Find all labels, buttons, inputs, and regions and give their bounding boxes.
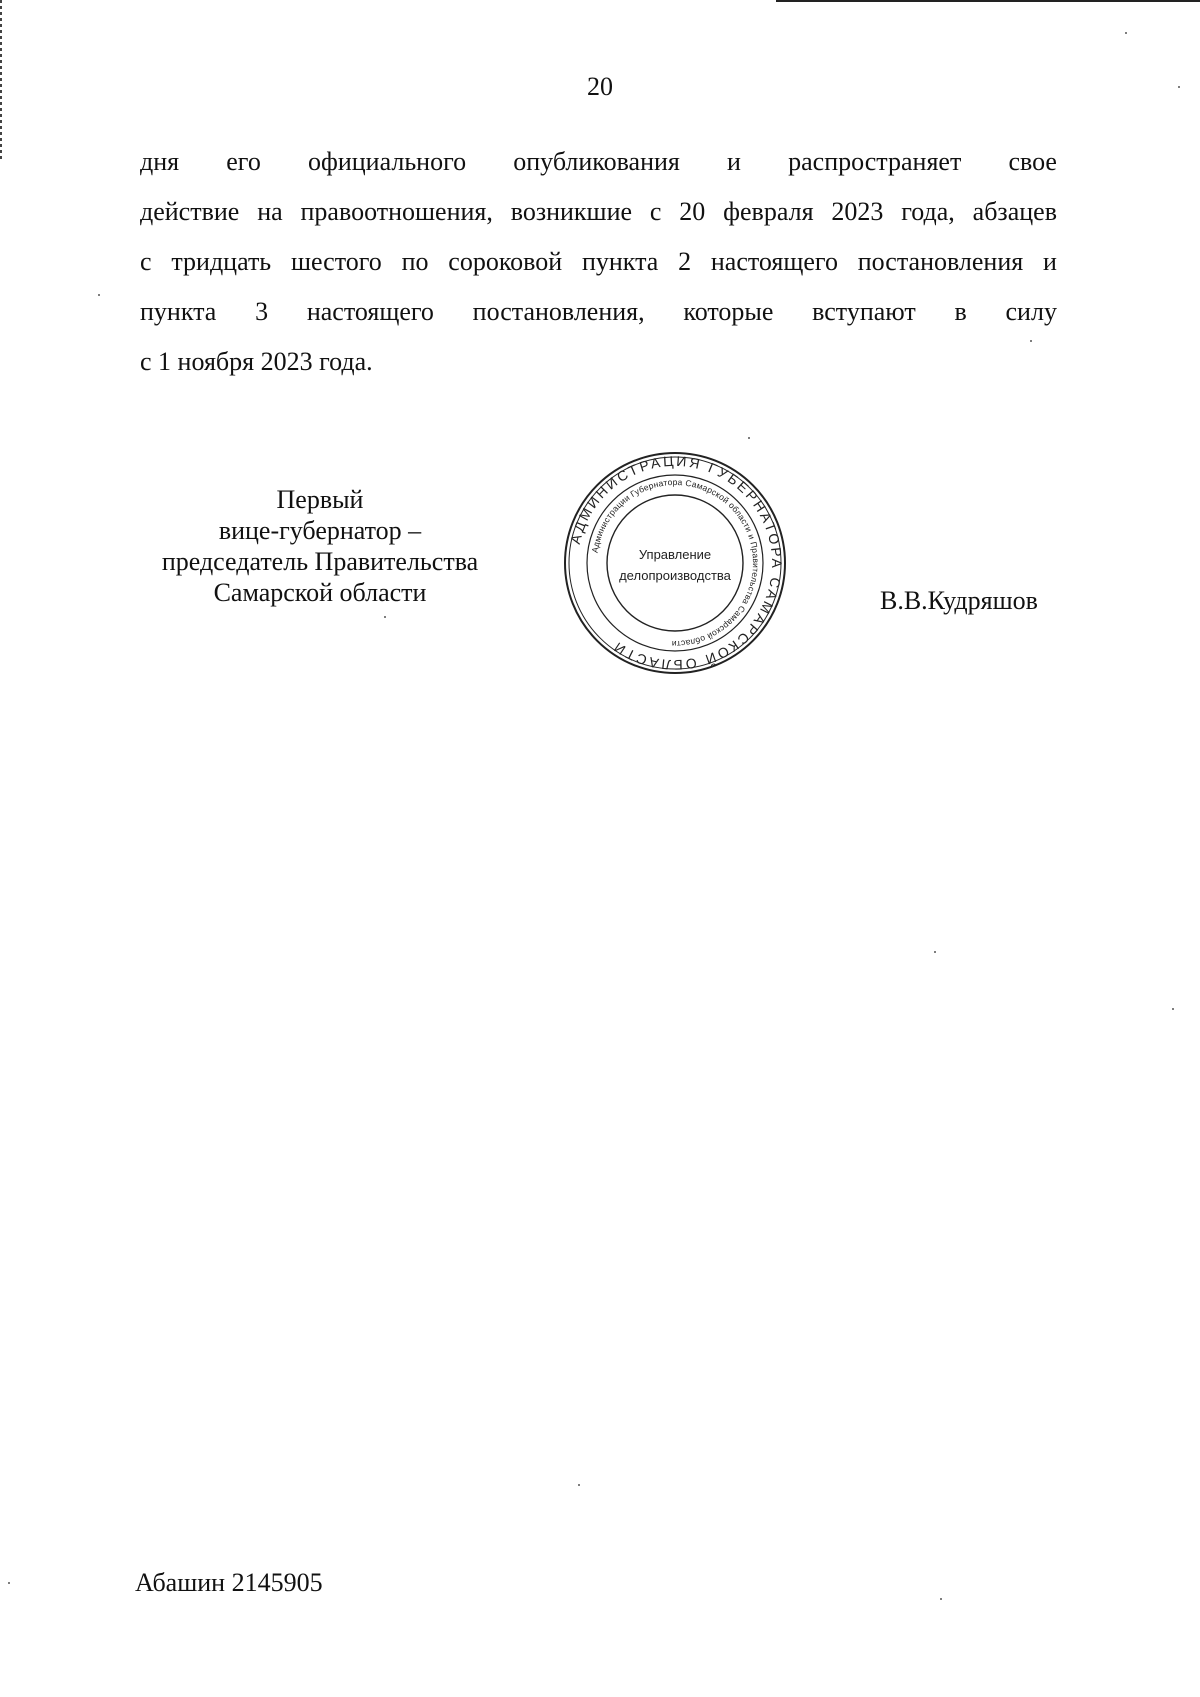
executor-note: Абашин 2145905 [135, 1568, 323, 1597]
body-word: дня [140, 147, 180, 176]
body-word: сороковой [448, 247, 563, 276]
signatory-title [140, 484, 500, 608]
stamp-seal [560, 448, 790, 678]
scan-speck [384, 616, 386, 618]
body-word: 2023 [831, 197, 884, 226]
signatory-title-line: председатель Правительства [161, 547, 479, 576]
body-word: которые [683, 297, 774, 326]
body-line-3 [140, 237, 1057, 287]
body-word: года, [901, 197, 955, 226]
scan-speck [1178, 86, 1180, 88]
body-word: шестого [290, 247, 382, 276]
scan-speck [934, 951, 936, 953]
body-paragraph [140, 137, 1057, 387]
body-word: постановления [857, 247, 1024, 276]
stamp-outer-text: АДМИНИСТРАЦИЯ ГУБЕРНАТОРА САМАРСКОЙ ОБЛАСТИ [566, 452, 786, 674]
body-word: на [257, 197, 283, 226]
body-word: возникшие [510, 197, 633, 226]
body-word: февраля [723, 197, 814, 226]
body-word: с [649, 197, 662, 226]
body-word: свое [1008, 147, 1057, 176]
stamp-middle-ring [587, 475, 763, 651]
signatory-title-line: вице-губернатор – [218, 516, 422, 545]
body-word: по [401, 247, 429, 276]
scan-speck [8, 1582, 10, 1584]
body-word: и [727, 147, 741, 176]
body-word: силу [1005, 297, 1057, 326]
body-word: распространяет [788, 147, 962, 176]
body-word: настоящего [306, 297, 434, 326]
official-stamp [560, 448, 790, 678]
body-word: пункта [140, 297, 217, 326]
body-line-4 [140, 287, 1057, 337]
top-border-line [776, 0, 1200, 2]
body-word: вступают [812, 297, 916, 326]
page-number: 20 [587, 72, 613, 101]
scan-speck [1172, 1008, 1174, 1010]
scan-speck [748, 437, 750, 439]
body-word: в [954, 297, 967, 326]
body-word: официального [307, 147, 467, 176]
body-word: пункта [581, 247, 659, 276]
body-word: его [226, 147, 261, 176]
scan-speck [940, 1598, 942, 1600]
stamp-inner-text: Администрации Губернатора Самарской области и Правительства Самарской области [589, 476, 762, 650]
body-word: 2 [678, 247, 692, 276]
body-word: опубликования [513, 147, 680, 176]
scan-speck [98, 294, 100, 296]
body-word: абзацев [972, 197, 1057, 226]
stamp-center-line-2: делопроизводства [619, 568, 731, 583]
signatory-title-line: Первый [276, 485, 364, 514]
body-line-1 [140, 137, 1057, 187]
scan-speck [1125, 32, 1127, 34]
scan-speck [578, 1484, 580, 1486]
body-word: 20 [679, 197, 706, 226]
body-word: с [140, 247, 152, 276]
stamp-inner-ring [607, 495, 743, 631]
body-line-5: с 1 ноября 2023 года. [140, 347, 373, 376]
body-word: тридцать [171, 247, 272, 276]
stamp-center-line-1: Управление [638, 547, 712, 562]
body-word: 3 [255, 297, 269, 326]
body-word: настоящего [710, 247, 838, 276]
body-word: и [1043, 247, 1057, 276]
signatory-name: В.В.Кудряшов [880, 586, 1038, 615]
body-word: постановления, [472, 297, 645, 326]
signatory-title-line: Самарской области [213, 578, 427, 607]
scan-speck [1030, 340, 1032, 342]
body-line-2 [140, 187, 1057, 237]
body-word: действие [140, 197, 240, 226]
body-word: правоотношения, [300, 197, 493, 226]
